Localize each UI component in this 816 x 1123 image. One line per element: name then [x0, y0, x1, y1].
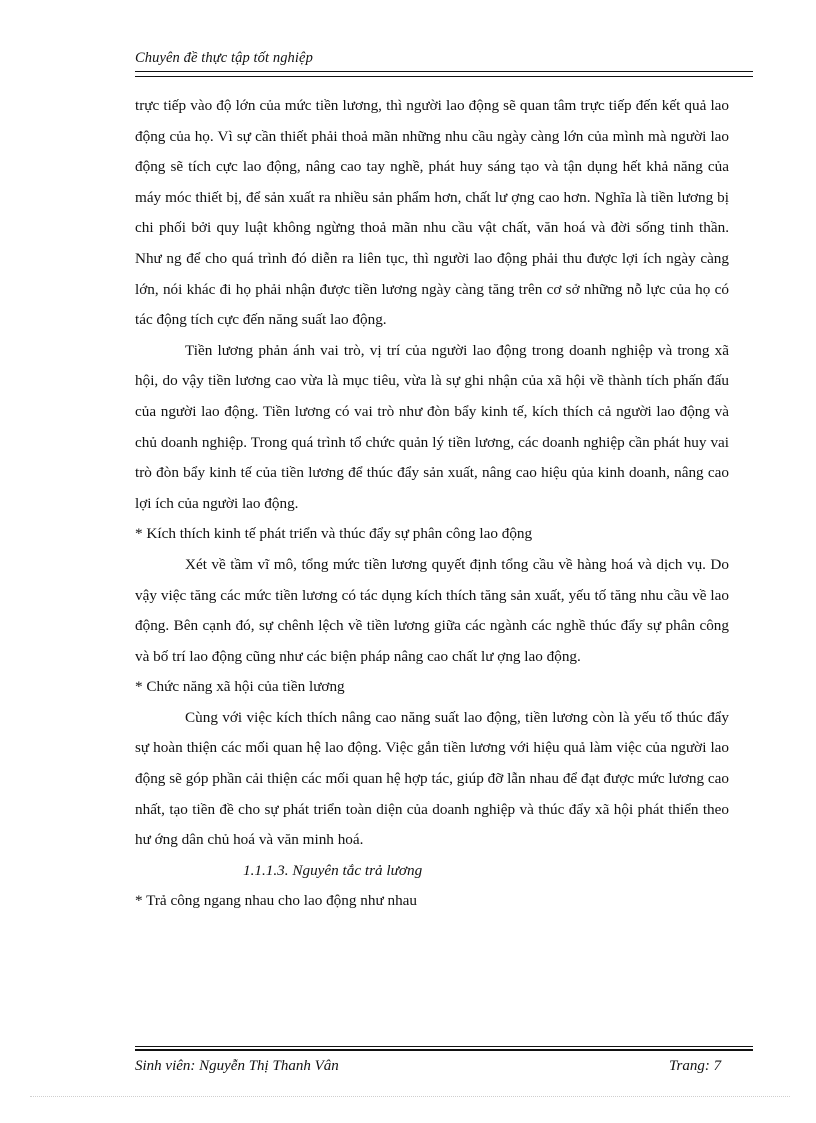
footer-rule-heavy	[135, 1049, 753, 1051]
page-bottom-border	[30, 1096, 790, 1097]
footer-rule-thin	[135, 1046, 753, 1047]
bullet-line: * Kích thích kinh tế phát triển và thúc đẩy sự phân công lao động	[135, 525, 533, 543]
bullet-line: * Trả công ngang nhau cho lao động như nhau	[135, 892, 417, 910]
footer-page-number: Trang: 7	[669, 1058, 722, 1074]
bullet-line: * Chức năng xã hội của tiền lương	[135, 678, 345, 696]
section-heading: 1.1.1.3. Nguyên tắc trả lương	[243, 861, 423, 879]
paragraph: trực tiếp vào độ lớn của mức tiền lương, thì người lao động sẽ quan tâm trực tiếp đến kết quả lao động của họ. Vì sự cần thiết phải thoả mãn những nhu cầu ngày càng lớn của mình mà người lao động sẽ tích cực lao động, nâng cao tay nghề, phát huy sáng tạo và tận dụng hết khả năng của máy móc thiết bị, để sản xuất ra nhiều sản phẩm hơn, chất lư ợng cao hơn. Nghĩa là tiền lương bị chi phối bởi quy luật không ngừng thoả mãn nhu cầu vật chất, văn hoá và đời sống tinh thần. Như ng để cho quá trình đó diễn ra liên tục, thì người lao động phải thu được lợi ích ngày càng lớn, nói khác đi họ phải nhận được tiền lương ngày càng tăng trên cơ sở những nỗ lực của họ có tác động tích cực đến năng suất lao động.	[135, 97, 729, 329]
header-rule	[135, 71, 753, 77]
paragraph: Xét về tầm vĩ mô, tổng mức tiền lương quyết định tổng cầu về hàng hoá và dịch vụ. Do vậy việc tăng các mức tiền lương có tác dụng kích thích tăng sản xuất, yếu tố tăng nhu cầu về lao động. Bên cạnh đó, sự chênh lệch về tiền lương giữa các ngành các nghề thúc đẩy sự phân công và bố trí lao động cũng như các biện pháp nâng cao chất lư ợng lao động.	[135, 555, 729, 665]
header-title: Chuyên đề thực tập tốt nghiệp	[135, 50, 313, 66]
footer-student: Sinh viên: Nguyễn Thị Thanh Vân	[135, 1058, 339, 1074]
paragraph: Cùng với việc kích thích nâng cao năng suất lao động, tiền lương còn là yếu tố thúc đẩy sự hoàn thiện các mối quan hệ lao động. Việc gắn tiền lương với hiệu quả làm việc của người lao động sẽ góp phần cải thiện các mối quan hệ hợp tác, giúp đỡ lẫn nhau để đạt được mức lương cao nhất, tạo tiền đề cho sự phát triển toàn diện của doanh nghiệp và thúc đẩy xã hội phát thiển theo hư ớng dân chủ hoá và văn minh hoá.	[135, 708, 729, 849]
paragraph: Tiền lương phản ánh vai trò, vị trí của người lao động trong doanh nghiệp và trong xã hội, do vậy tiền lương cao vừa là mục tiêu, vừa là sự ghi nhận của xã hội về thành tích phấn đấu của người lao động. Tiền lương có vai trò như đòn bẩy kinh tế, kích thích cả người lao động và chủ doanh nghiệp. Trong quá trình tổ chức quản lý tiền lương, các doanh nghiệp cần phát huy vai trò đòn bẩy kinh tế của tiền lương để thúc đẩy sản xuất, nâng cao hiệu qủa kinh doanh, nâng cao lợi ích của người lao động.	[135, 341, 729, 512]
body-text	[135, 91, 729, 917]
